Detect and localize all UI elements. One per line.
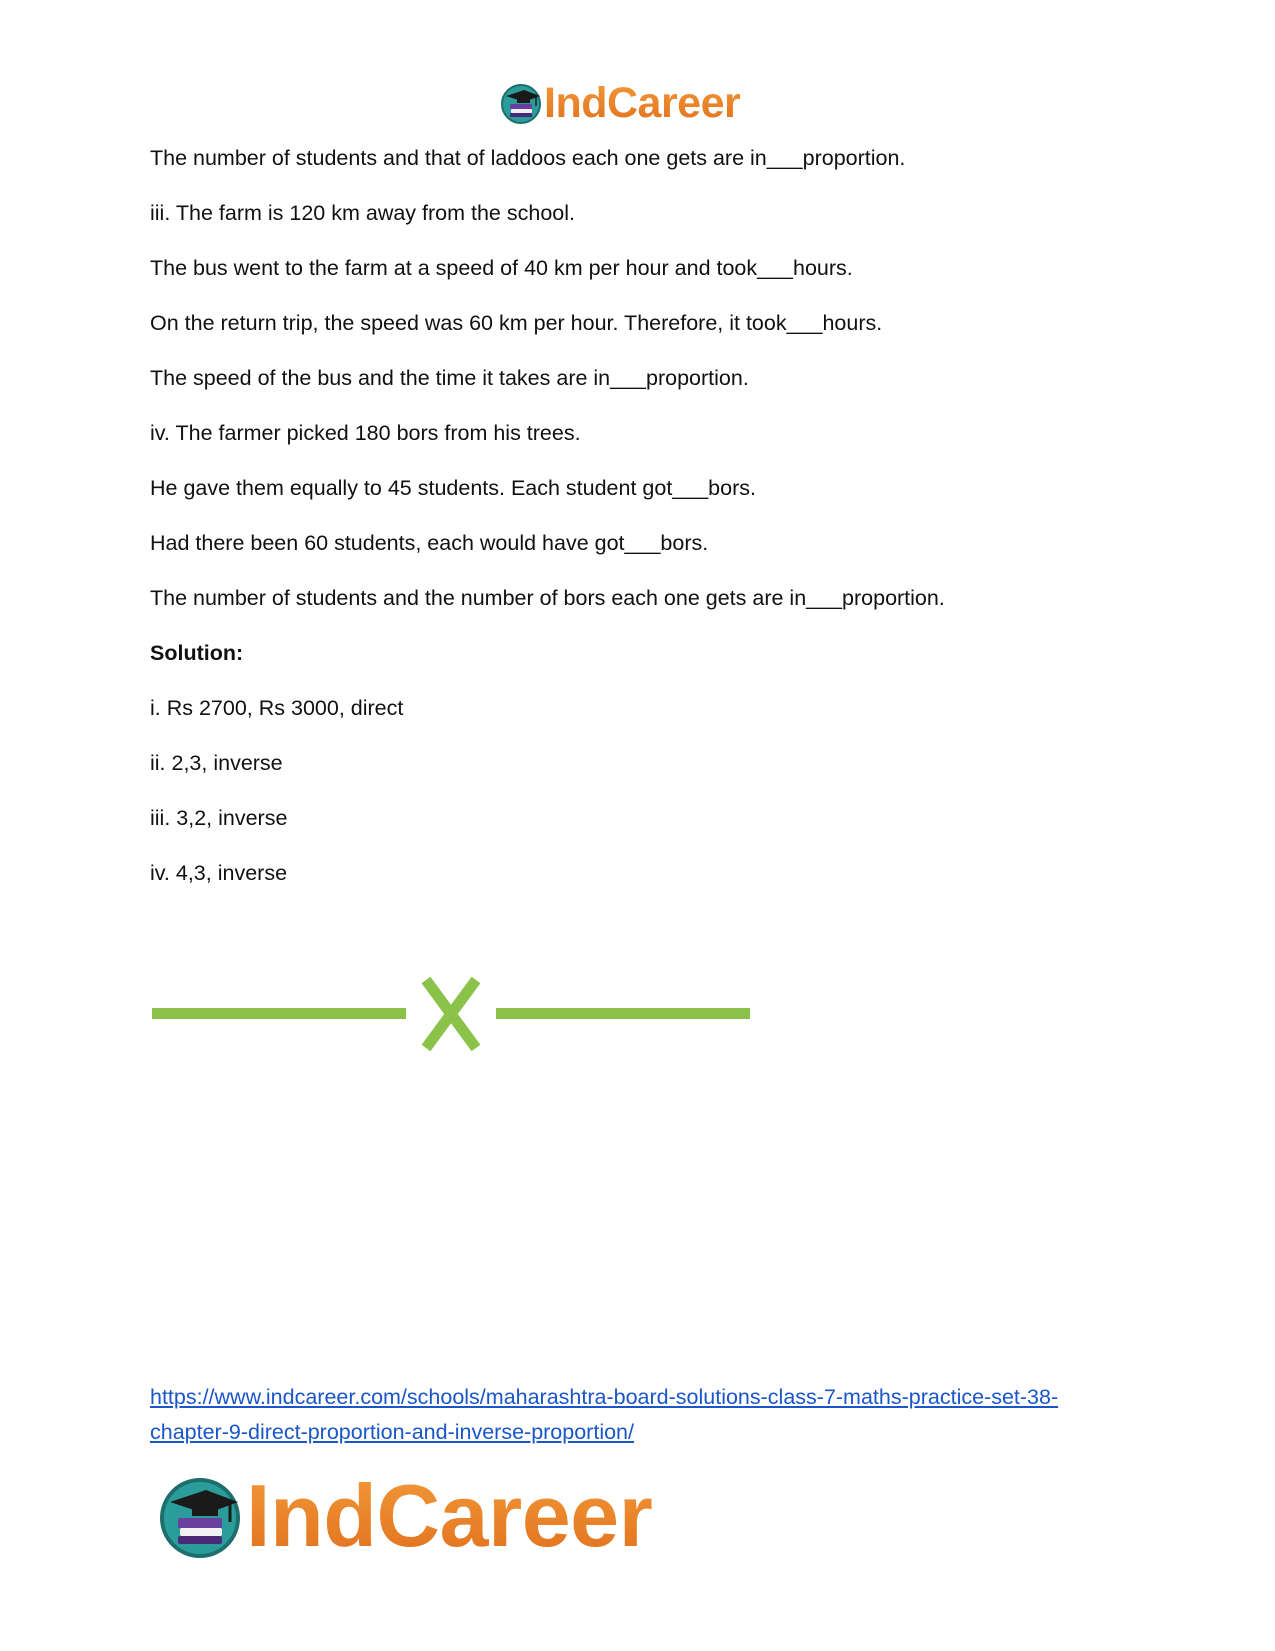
source-link-line-1[interactable]: https://www.indcareer.com/schools/maharashtra-board-solutions-class-7-maths-practice-set-38- xyxy=(150,1385,1059,1409)
paragraph: He gave them equally to 45 students. Each student got___bors. xyxy=(150,476,756,500)
logo-text: IndCareer xyxy=(246,1466,653,1565)
paragraph: Had there been 60 students, each would have got___bors. xyxy=(150,531,709,555)
source-link-block xyxy=(150,1380,1150,1450)
x-mark-icon xyxy=(150,972,750,1052)
paragraph: iii. The farm is 120 km away from the school. xyxy=(150,201,575,225)
footer-logo xyxy=(158,1466,652,1566)
solution-answer: i. Rs 2700, Rs 3000, direct xyxy=(150,696,404,720)
graduation-cap-book-icon xyxy=(158,1474,242,1558)
source-link-line-2[interactable]: chapter-9-direct-proportion-and-inverse-proportion/ xyxy=(150,1420,634,1444)
header-logo xyxy=(500,78,740,128)
paragraph: The number of students and that of laddoos each one gets are in___proportion. xyxy=(150,146,906,170)
solution-answer: iv. 4,3, inverse xyxy=(150,861,288,885)
paragraph: The number of students and the number of bors each one gets are in___proportion. xyxy=(150,586,945,610)
paragraph: The bus went to the farm at a speed of 40 km per hour and took___hours. xyxy=(150,256,853,280)
document-body xyxy=(150,144,1150,914)
paragraph: The speed of the bus and the time it takes are in___proportion. xyxy=(150,366,749,390)
paragraph: On the return trip, the speed was 60 km per hour. Therefore, it took___hours. xyxy=(150,311,883,335)
section-divider xyxy=(150,972,750,1052)
solution-answer: ii. 2,3, inverse xyxy=(150,751,283,775)
solution-heading: Solution: xyxy=(150,641,244,665)
graduation-cap-book-icon xyxy=(500,82,542,124)
paragraph: iv. The farmer picked 180 bors from his trees. xyxy=(150,421,581,445)
solution-answer: iii. 3,2, inverse xyxy=(150,806,288,830)
logo-text: IndCareer xyxy=(544,79,741,127)
